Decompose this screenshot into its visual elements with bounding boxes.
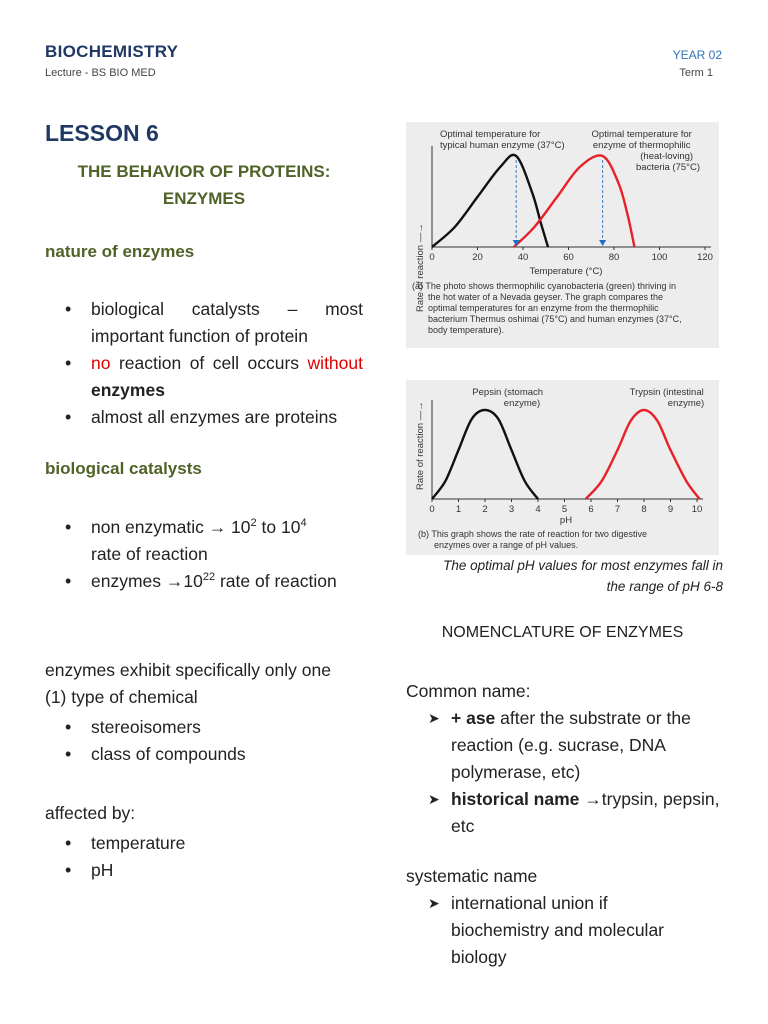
x-tick-label: 120 bbox=[697, 252, 713, 263]
section-catalysts-heading: biological catalysts bbox=[45, 459, 202, 478]
annotation-thermophilic bbox=[592, 129, 700, 173]
x-tick-label: 8 bbox=[641, 504, 647, 515]
list-item: • class of compounds bbox=[45, 741, 363, 768]
reaction-text: reaction of cell occurs bbox=[110, 353, 308, 373]
rate-text: enzymes →10 bbox=[91, 571, 203, 591]
ph-note-line2: the range of pH 6-8 bbox=[606, 579, 723, 594]
no-word: no bbox=[91, 353, 111, 373]
common-name-label: Common name: bbox=[406, 681, 531, 701]
x-tick-label: 2 bbox=[482, 504, 488, 515]
caption-line: (b) This graph shows the rate of reaction for two digestive bbox=[418, 529, 647, 539]
caption-line: optimal temperatures for an enzyme from the thermophilic bbox=[428, 303, 659, 313]
list-item bbox=[45, 568, 363, 595]
course-subtitle: Lecture - BS BIO MED bbox=[45, 67, 156, 79]
nomenclature-heading: NOMENCLATURE OF ENZYMES bbox=[441, 624, 684, 641]
ase-description: after the substrate or the reaction (e.g. sucrase, DNA polymerase, etc) bbox=[451, 708, 691, 782]
caption-line: the hot water of a Nevada geyser. The graph compares the bbox=[428, 292, 663, 302]
figure-caption bbox=[418, 529, 649, 550]
x-tick-label: 0 bbox=[429, 504, 435, 515]
exponent: 4 bbox=[300, 517, 307, 529]
ph-note bbox=[400, 555, 723, 597]
ph-chart bbox=[406, 380, 719, 555]
rate-text: to 10 bbox=[256, 517, 301, 537]
series-line-1 bbox=[432, 410, 538, 499]
caption-line: body temperature). bbox=[428, 325, 505, 335]
x-tick-label: 20 bbox=[472, 252, 483, 263]
common-name-list bbox=[406, 705, 726, 840]
list-item: • stereoisomers bbox=[45, 714, 363, 741]
ase-suffix: + ase bbox=[451, 708, 496, 728]
ph-note-line1: The optimal pH values for most enzymes fall in bbox=[443, 558, 723, 573]
catalysts-list bbox=[45, 514, 363, 595]
list-item: • biological catalysts – most important function of protein bbox=[45, 296, 363, 350]
systematic-name-label: systematic name bbox=[406, 866, 538, 886]
series-line-2 bbox=[514, 155, 635, 247]
enzymes-word: enzymes bbox=[91, 380, 165, 400]
rate-text: rate of reaction bbox=[215, 571, 337, 591]
series-line-2 bbox=[586, 410, 700, 499]
annotation-line: Pepsin (stomach bbox=[472, 387, 544, 398]
x-tick-label: 5 bbox=[561, 504, 568, 515]
rate-text: rate of reaction bbox=[91, 544, 208, 564]
exponent: 2 bbox=[250, 517, 257, 529]
x-tick-label: 9 bbox=[667, 504, 674, 515]
x-axis-label: pH bbox=[559, 515, 573, 526]
without-word: without bbox=[307, 353, 363, 373]
specificity-intro: enzymes exhibit specifically only one (1) type of chemical bbox=[45, 660, 331, 707]
historical-examples: →trypsin, pepsin, etc bbox=[451, 789, 720, 836]
x-axis-label: Temperature (°C) bbox=[529, 266, 603, 277]
caption-line: (a) The photo shows thermophilic cyanobacteria (green) thriving in bbox=[412, 281, 676, 291]
annotation-line: Trypsin (intestinal bbox=[629, 387, 704, 398]
annotation-line: Optimal temperature for bbox=[440, 129, 541, 140]
section-nature-heading: nature of enzymes bbox=[45, 242, 195, 261]
specificity-list bbox=[45, 714, 363, 768]
lesson-title-line2: ENZYMES bbox=[162, 189, 246, 208]
list-item bbox=[406, 786, 726, 840]
x-tick-label: 80 bbox=[608, 252, 620, 263]
nature-list bbox=[45, 296, 363, 431]
annotation-trypsin bbox=[630, 387, 707, 409]
lesson-title-line1: THE BEHAVIOR OF PROTEINS: bbox=[77, 162, 331, 181]
affected-label: affected by: bbox=[45, 803, 136, 823]
rate-text: non enzymatic → 10 bbox=[91, 517, 251, 537]
optimum-arrow-2 bbox=[599, 240, 606, 246]
historical-name: historical name bbox=[451, 789, 580, 809]
list-item: • pH bbox=[45, 857, 363, 884]
annotation-line: bacteria (75°C) bbox=[636, 162, 700, 173]
annotation-line: (heat-loving) bbox=[640, 151, 694, 162]
list-item: • almost all enzymes are proteins bbox=[45, 404, 363, 431]
y-axis-label: Rate of reaction —→ bbox=[415, 223, 426, 312]
year-label: YEAR 02 bbox=[672, 48, 722, 62]
x-tick-label: 60 bbox=[563, 252, 574, 263]
list-item bbox=[45, 514, 363, 568]
annotation-human bbox=[440, 129, 565, 151]
x-tick-label: 10 bbox=[691, 504, 703, 515]
figure-temperature bbox=[406, 122, 719, 348]
figure-ph bbox=[406, 380, 719, 555]
x-tick-label: 3 bbox=[508, 504, 515, 515]
affected-list bbox=[45, 830, 363, 884]
caption-line: enzymes over a range of pH values. bbox=[434, 540, 579, 550]
x-tick-label: 40 bbox=[517, 252, 529, 263]
annotation-line: enzyme of thermophilic bbox=[592, 140, 691, 151]
x-tick-label: 4 bbox=[535, 504, 541, 515]
temperature-chart bbox=[406, 122, 719, 348]
y-axis-label: Rate of reaction —→ bbox=[415, 401, 426, 490]
annotation-line: typical human enzyme (37°C) bbox=[440, 140, 565, 151]
annotation-line: Optimal temperature for bbox=[591, 129, 692, 140]
systematic-name-list bbox=[406, 890, 706, 971]
annotation-pepsin bbox=[472, 387, 545, 409]
caption-line: bacterium Thermus oshimai (75°C) and human enzymes (37°C, bbox=[428, 314, 682, 324]
x-tick-label: 0 bbox=[429, 252, 435, 263]
list-item bbox=[406, 705, 726, 786]
x-tick-label: 100 bbox=[651, 252, 668, 263]
exponent: 22 bbox=[202, 571, 216, 583]
list-item: • temperature bbox=[45, 830, 363, 857]
list-item: ➤ international union if biochemistry and molecular biology bbox=[406, 890, 706, 971]
x-tick-label: 7 bbox=[614, 504, 621, 515]
figure-caption bbox=[412, 281, 684, 335]
x-tick-label: 6 bbox=[588, 504, 594, 515]
lesson-title bbox=[45, 158, 363, 212]
term-label: Term 1 bbox=[679, 67, 713, 79]
annotation-line: enzyme) bbox=[503, 398, 541, 409]
course-title: BIOCHEMISTRY bbox=[45, 42, 179, 61]
annotation-line: enzyme) bbox=[667, 398, 705, 409]
lesson-heading: LESSON 6 bbox=[45, 120, 159, 146]
x-tick-label: 1 bbox=[455, 504, 462, 515]
series-line-1 bbox=[432, 155, 548, 247]
list-item bbox=[45, 350, 363, 404]
